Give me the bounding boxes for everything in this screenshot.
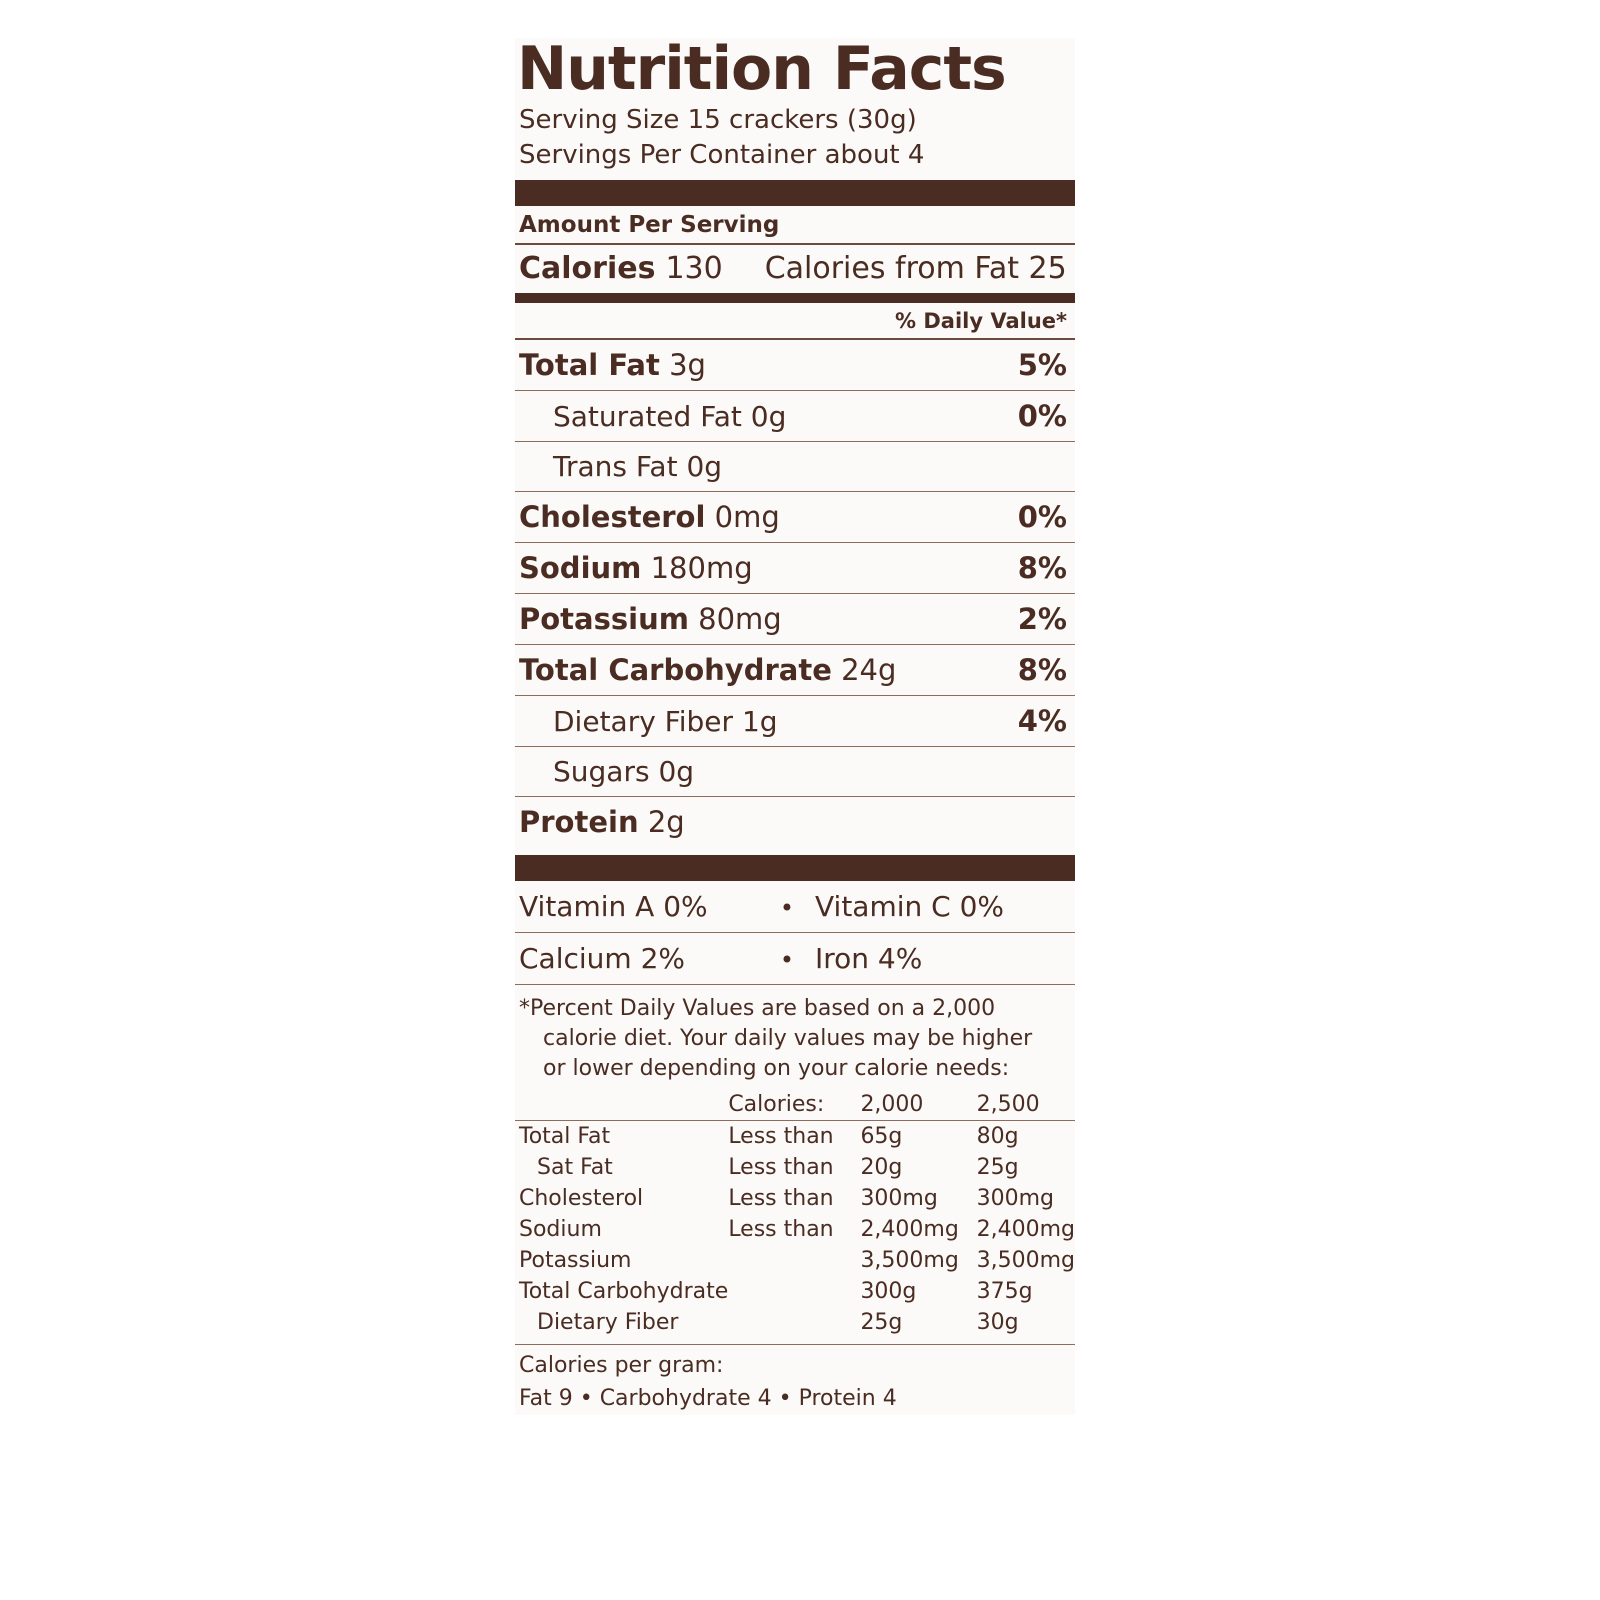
divider-cell: [515, 1338, 1075, 1345]
dv-table-cell: [728, 1307, 860, 1338]
footnote-line-1: *Percent Daily Values are based on a 2,000: [519, 996, 996, 1022]
nutrient-percent: 5%: [1017, 348, 1067, 383]
dv-table-cell: Less than: [728, 1124, 834, 1150]
dv-table-cell: 2,400mg: [976, 1217, 1075, 1243]
thick-divider-vitamins: [515, 855, 1075, 881]
dv-table-cell: 375g: [976, 1279, 1033, 1305]
dv-table-cell: 65g: [860, 1124, 903, 1150]
dv-table-cell: [728, 1245, 860, 1276]
nutrient-row: [515, 696, 1075, 746]
vitamin-row: [515, 933, 1075, 984]
vitamin-right: Iron 4%: [815, 942, 923, 976]
nutrient-name: Saturated Fat 0g: [553, 400, 787, 434]
vitamin-row: [515, 881, 1075, 932]
dv-table-cell: Less than: [728, 1217, 834, 1243]
dv-table-header-cell: Calories:: [728, 1092, 825, 1118]
dv-table-header-row: [515, 1089, 1075, 1120]
dv-table-cell: Total Fat: [519, 1124, 611, 1150]
dv-table-cell: 3,500mg: [860, 1248, 959, 1274]
vitamin-right: Vitamin C 0%: [815, 890, 1005, 924]
nutrient-name: Cholesterol 0mg: [519, 500, 780, 535]
dv-table-cell: 80g: [976, 1124, 1019, 1150]
dv-table-cell: Cholesterol: [519, 1186, 644, 1212]
calories-per-gram-label: Calories per gram:: [519, 1353, 724, 1379]
nutrient-row: [515, 340, 1075, 390]
footnote-line-2: calorie diet. Your daily values may be higher: [543, 1025, 1033, 1051]
nutrient-percent: 0%: [1017, 500, 1067, 535]
nutrient-name: Protein 2g: [519, 805, 685, 840]
nutrient-percent: 0%: [1017, 399, 1067, 434]
calories-row: [515, 245, 1075, 293]
dv-table-row: [515, 1245, 1075, 1276]
nutrient-name: Potassium 80mg: [519, 602, 782, 637]
nutrient-name: Trans Fat 0g: [553, 450, 723, 484]
daily-value-header: % Daily Value*: [895, 309, 1067, 334]
dv-table-header-cell: [515, 1089, 728, 1120]
nutrient-name: Sugars 0g: [553, 755, 695, 789]
dv-table-cell: Less than: [728, 1186, 834, 1212]
dv-table-row: [515, 1183, 1075, 1214]
dv-table-cell: 25g: [860, 1310, 903, 1336]
dv-table-row: [515, 1152, 1075, 1183]
servings-per-container-text: Servings Per Container about 4: [519, 139, 925, 170]
dv-table-cell: 2,400mg: [860, 1217, 959, 1243]
vitamin-left: Calcium 2%: [519, 942, 686, 976]
serving-size-text: Serving Size 15 crackers (30g): [519, 105, 917, 135]
medium-divider-calories: [515, 293, 1075, 303]
nutrient-row: [515, 492, 1075, 542]
dv-table-cell: 25g: [976, 1155, 1019, 1181]
bullet-icon: •: [779, 894, 795, 923]
calories-value: 130: [665, 251, 723, 287]
nutrient-name: Total Fat 3g: [519, 348, 706, 383]
nutrient-row: [515, 645, 1075, 695]
dv-table-cell: Sodium: [519, 1217, 602, 1243]
calories-per-gram-block: [515, 1345, 1075, 1415]
dv-table-cell: 300mg: [860, 1186, 938, 1212]
dv-table-cell: 300mg: [976, 1186, 1054, 1212]
dv-table-cell: 3,500mg: [976, 1248, 1075, 1274]
amount-per-serving-label: Amount Per Serving: [519, 212, 780, 239]
dv-table-cell: Dietary Fiber: [537, 1310, 679, 1336]
calories-label: Calories: [519, 251, 656, 287]
dv-table-cell: [728, 1276, 860, 1307]
dv-table-row: [515, 1307, 1075, 1338]
daily-values-table: [515, 1089, 1075, 1345]
dv-table-cell: Total Carbohydrate: [519, 1279, 729, 1305]
nutrition-facts-panel: [515, 34, 1075, 1415]
bullet-icon: •: [779, 946, 795, 975]
dv-table-row: [515, 1214, 1075, 1245]
dv-table-header-cell: 2,000: [860, 1092, 924, 1118]
daily-value-footnote: [515, 985, 1075, 1089]
nutrient-percent: 4%: [1017, 704, 1067, 739]
dv-table-cell: 20g: [860, 1155, 903, 1181]
dv-table-cell: 30g: [976, 1310, 1019, 1336]
nutrient-name: Sodium 180mg: [519, 551, 753, 586]
nutrient-row: [515, 747, 1075, 796]
nutrient-row: [515, 391, 1075, 441]
calories-from-fat: Calories from Fat 25: [764, 251, 1067, 287]
nutrient-name: Dietary Fiber 1g: [553, 705, 778, 739]
page-title: Nutrition Facts: [517, 34, 1006, 104]
dv-table-header-cell: 2,500: [976, 1092, 1040, 1118]
nutrient-row: [515, 442, 1075, 491]
dv-table-cell: Sat Fat: [537, 1155, 613, 1181]
nutrient-row: [515, 797, 1075, 847]
nutrient-name: Total Carbohydrate 24g: [519, 653, 897, 688]
vitamin-list: [515, 881, 1075, 984]
vitamin-left: Vitamin A 0%: [519, 890, 708, 924]
nutrient-row: [515, 594, 1075, 644]
dv-table-row: [515, 1276, 1075, 1307]
nutrient-row: [515, 543, 1075, 593]
dv-table-cell: Less than: [728, 1155, 834, 1181]
dv-table-cell: Potassium: [519, 1248, 632, 1274]
nutrient-percent: 8%: [1017, 653, 1067, 688]
thick-divider-top: [515, 180, 1075, 206]
nutrient-percent: 8%: [1017, 551, 1067, 586]
nutrient-percent: 2%: [1017, 602, 1067, 637]
calories-per-gram-values: Fat 9 • Carbohydrate 4 • Protein 4: [519, 1386, 897, 1412]
dv-table-cell: 300g: [860, 1279, 917, 1305]
dv-table-row: [515, 1121, 1075, 1152]
nutrient-list: [515, 340, 1075, 847]
footnote-line-3: or lower depending on your calorie needs:: [543, 1055, 1010, 1081]
